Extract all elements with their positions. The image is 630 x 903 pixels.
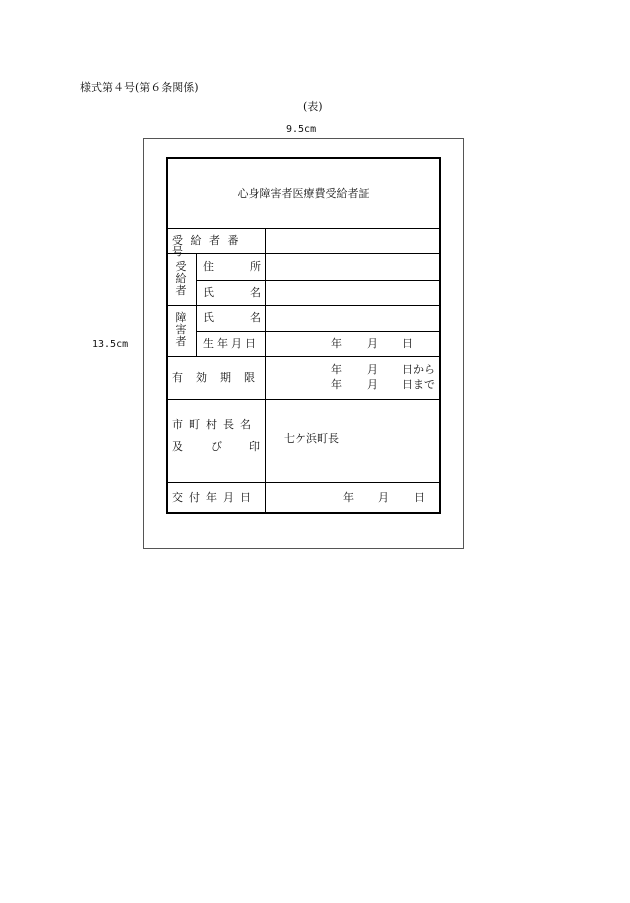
validity-to-day: 日まで: [402, 378, 435, 391]
rule: [167, 399, 440, 400]
height-label: 13.5cm: [92, 339, 129, 350]
recipient-group-label: [175, 261, 187, 297]
name-label-char2: 名: [250, 286, 261, 299]
mayor-label-line1: 市町村長名: [172, 418, 257, 431]
form-number: 様式第４号(第６条関係): [80, 81, 199, 94]
width-label: 9.5cm: [286, 124, 317, 135]
address-label-char2: 所: [250, 260, 261, 273]
vertical-char: 受: [175, 260, 187, 273]
recipient-number-label-text: 受給者番号: [172, 234, 246, 258]
birth-date-label: 生年月日: [203, 337, 259, 350]
validity-to-year: 年: [331, 378, 342, 391]
name-label-char2: 名: [250, 311, 261, 324]
mayor-label-bi: び: [211, 440, 222, 453]
rule: [197, 280, 440, 281]
vertical-char: 者: [175, 284, 187, 297]
mayor-value: 七ケ浜町長: [284, 432, 339, 445]
recipient-name-label: [203, 287, 261, 298]
address-label: [203, 261, 261, 272]
issue-year: 年: [343, 491, 354, 504]
side-label: (表): [303, 100, 323, 113]
validity-label: 有効期限: [172, 371, 268, 384]
disabled-name-label: [203, 312, 261, 323]
validity-to-month: 月: [367, 378, 378, 391]
name-label-char1: 氏: [203, 286, 214, 299]
rule: [197, 331, 440, 332]
validity-from-day: 日から: [402, 363, 435, 376]
issue-month: 月: [378, 491, 389, 504]
rule: [167, 228, 440, 229]
rule: [167, 356, 440, 357]
certificate-title: 心身障害者医療費受給者証: [237, 187, 370, 200]
certificate-frame: [166, 157, 441, 514]
rule: [196, 305, 197, 356]
issue-date-label: 交付年月日: [172, 491, 257, 504]
vertical-char: 害: [175, 323, 187, 336]
vertical-char: 者: [175, 335, 187, 348]
mayor-label-and: 及: [172, 440, 183, 453]
rule: [167, 482, 440, 483]
validity-from-year: 年: [331, 363, 342, 376]
address-label-char1: 住: [203, 260, 214, 273]
rule: [196, 253, 197, 305]
name-label-char1: 氏: [203, 311, 214, 324]
birth-year: 年: [331, 337, 342, 350]
validity-from-month: 月: [367, 363, 378, 376]
birth-month: 月: [367, 337, 378, 350]
recipient-number-label: [172, 235, 260, 257]
rule: [167, 305, 440, 306]
issue-day: 日: [414, 491, 425, 504]
vertical-char: 障: [175, 311, 187, 324]
seal-label: 印: [249, 440, 260, 453]
disabled-group-label: [175, 312, 187, 348]
birth-day: 日: [402, 337, 413, 350]
vertical-char: 給: [175, 272, 187, 285]
